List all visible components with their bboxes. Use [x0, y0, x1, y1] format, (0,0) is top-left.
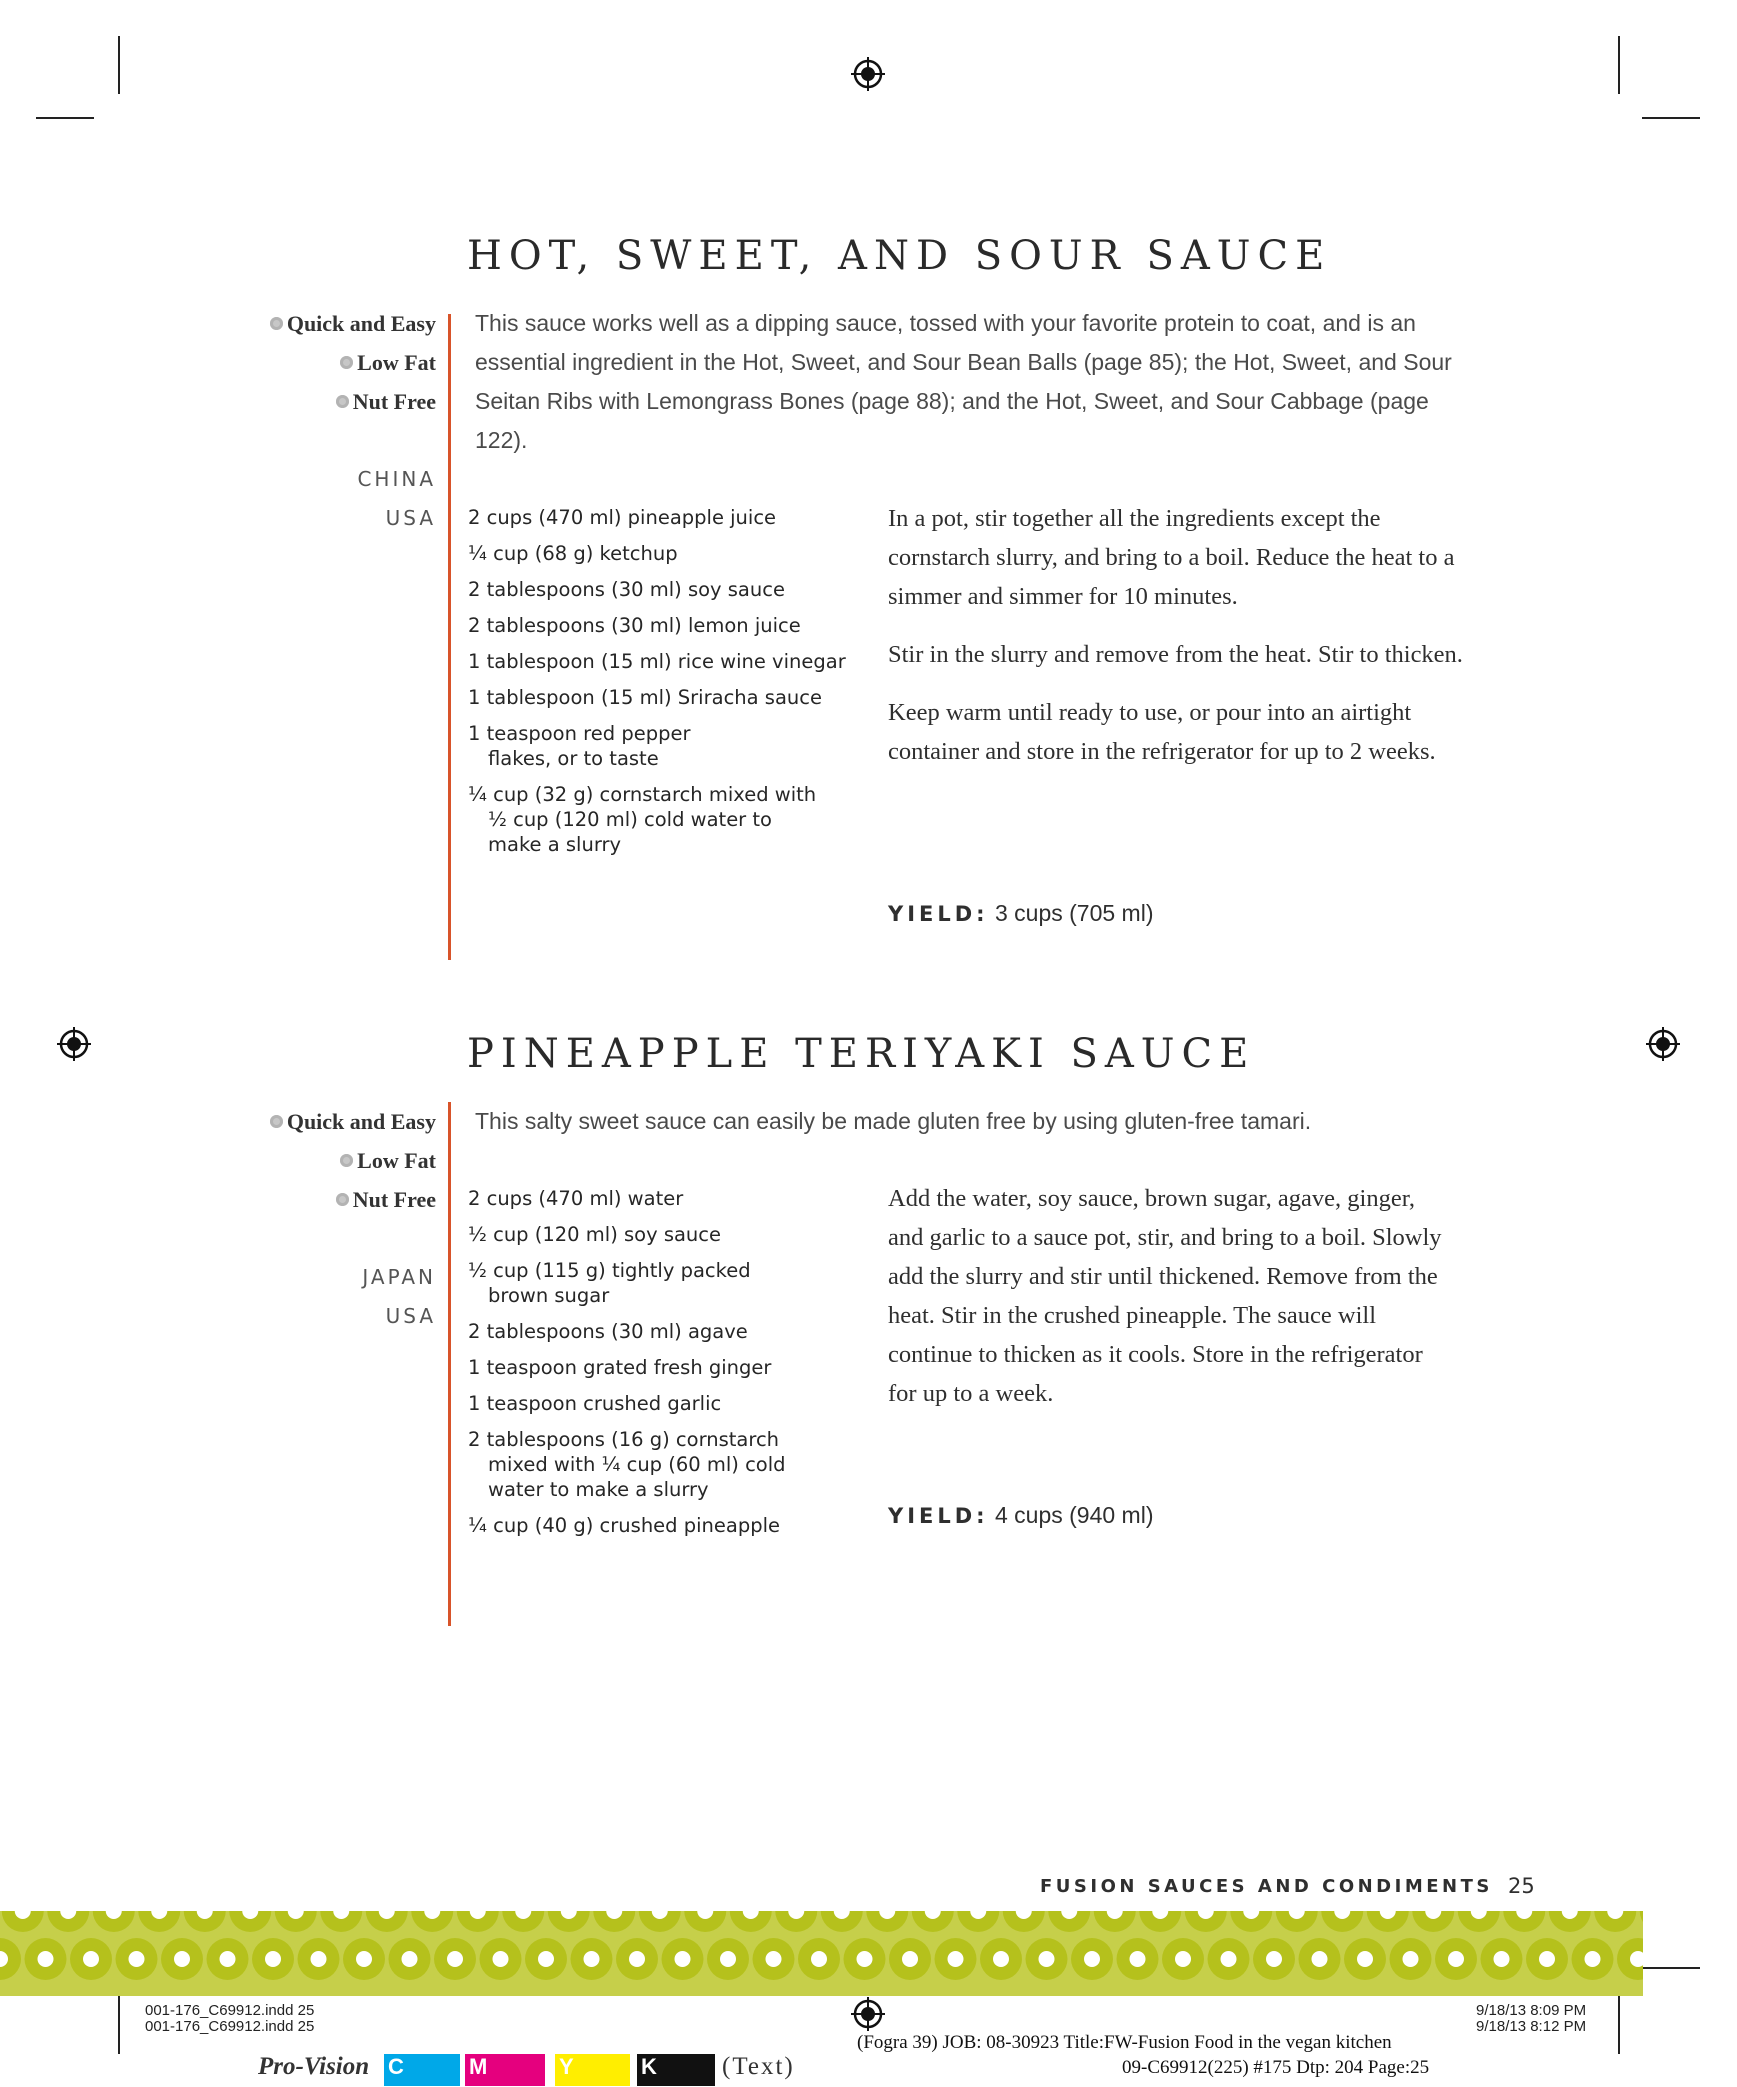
- bullet-icon: [336, 395, 349, 408]
- ingredient-item: ¼ cup (40 g) crushed pineapple: [468, 1514, 781, 1537]
- tag-nut-free: Nut Free: [270, 382, 436, 421]
- recipe-method: [888, 499, 1468, 790]
- country-label: USA: [385, 1304, 436, 1328]
- bullet-icon: [336, 1193, 349, 1206]
- decorative-dot-band: [0, 1911, 1643, 1996]
- tag-nut-free: Nut Free: [270, 1180, 436, 1219]
- ingredient-item: 1 tablespoon (15 ml) Sriracha sauce: [468, 686, 822, 709]
- ingredient-item: 2 tablespoons (30 ml) lemon juice: [468, 614, 801, 637]
- recipe-method: [888, 1179, 1448, 1432]
- running-head: FUSION SAUCES AND CONDIMENTS: [1040, 1876, 1493, 1897]
- crop-mark: [36, 117, 94, 119]
- crop-mark: [1618, 36, 1620, 94]
- method-step: Stir in the slurry and remove from the heat. Stir to thicken.: [888, 641, 1463, 668]
- provision-logo: Pro-Vision: [258, 2053, 370, 2080]
- tag-quick-and-easy: Quick and Easy: [270, 304, 436, 343]
- recipe-yield: [888, 900, 1153, 927]
- bullet-icon: [270, 317, 283, 330]
- page-number: 25: [1508, 1874, 1535, 1898]
- crop-mark: [1618, 1996, 1620, 2054]
- recipe-title: PINEAPPLE TERIYAKI SAUCE: [467, 1031, 1256, 1077]
- crop-mark: [118, 1996, 120, 2054]
- slug-job-line: (Fogra 39) JOB: 08-30923 Title:FW-Fusion Food in the vegan kitchen: [857, 2032, 1392, 2053]
- registration-mark-icon: [851, 57, 885, 91]
- recipe-intro: This salty sweet sauce can easily be made gluten free by using gluten-free tamari.: [475, 1108, 1312, 1134]
- ingredient-item: ¼ cup (32 g) cornstarch mixed with ½ cup (120 ml) cold water to make a slurry: [468, 783, 817, 856]
- crop-mark: [1642, 117, 1700, 119]
- ingredient-list: [468, 505, 868, 868]
- swatch-magenta: M: [465, 2054, 545, 2086]
- ingredient-item: ½ cup (115 g) tightly packed brown sugar: [468, 1259, 751, 1307]
- crop-mark: [1642, 1967, 1700, 1969]
- yield-label: YIELD:: [888, 902, 989, 926]
- bullet-icon: [340, 1154, 353, 1167]
- ingredient-item: 2 tablespoons (30 ml) soy sauce: [468, 578, 785, 601]
- ingredient-item: 1 teaspoon grated fresh ginger: [468, 1356, 772, 1379]
- ingredient-item: 2 tablespoons (30 ml) agave: [468, 1320, 748, 1343]
- slug-date-info: 9/18/13 8:09 PM 9/18/13 8:12 PM: [1476, 2002, 1587, 2035]
- recipe-tags: [270, 304, 436, 538]
- ingredient-item: 2 cups (470 ml) pineapple juice: [468, 506, 777, 529]
- method-step: In a pot, stir together all the ingredients except the cornstarch slurry, and bring to a boil. Reduce the heat to a simmer and simmer for 10 minutes.: [888, 505, 1455, 610]
- ingredient-item: ¼ cup (68 g) ketchup: [468, 542, 678, 565]
- bullet-icon: [270, 1115, 283, 1128]
- method-step: Add the water, soy sauce, brown sugar, agave, ginger, and garlic to a sauce pot, stir, and bring to a boil. Slowly add the slurry and stir until thickened. Remove from the heat. Stir in the crushed pineapple. The sauce will continue to thicken as it cools. Store in the refrigerator for up to a week.: [888, 1185, 1442, 1407]
- country-label: CHINA: [357, 467, 436, 491]
- ingredient-item: 2 tablespoons (16 g) cornstarch mixed with ¼ cup (60 ml) cold water to make a slurry: [468, 1428, 786, 1501]
- ingredient-item: ½ cup (120 ml) soy sauce: [468, 1223, 722, 1246]
- ingredient-item: 1 tablespoon (15 ml) rice wine vinegar: [468, 650, 846, 673]
- bullet-icon: [340, 356, 353, 369]
- tag-low-fat: Low Fat: [270, 343, 436, 382]
- registration-mark-icon: [57, 1027, 91, 1061]
- recipe-tags: [270, 1102, 436, 1336]
- registration-mark-icon: [1646, 1027, 1680, 1061]
- recipe-yield: [888, 1502, 1153, 1529]
- ingredient-item: 1 teaspoon red pepper flakes, or to taste: [468, 722, 691, 770]
- swatch-cyan: C: [384, 2054, 460, 2086]
- registration-mark-icon: [851, 1997, 885, 2031]
- method-step: Keep warm until ready to use, or pour into an airtight container and store in the refrigerator for up to 2 weeks.: [888, 699, 1436, 765]
- slug-dtp-line: 09-C69912(225) #175 Dtp: 204 Page:25: [1122, 2057, 1430, 2078]
- recipe-title: HOT, SWEET, AND SOUR SAUCE: [467, 233, 1332, 279]
- yield-label: YIELD:: [888, 1504, 989, 1528]
- slug-file-info: 001-176_C69912.indd 25 001-176_C69912.indd 25: [145, 2002, 315, 2035]
- ingredient-item: 2 cups (470 ml) water: [468, 1187, 684, 1210]
- yield-value: 4 cups (940 ml): [994, 1502, 1154, 1528]
- tag-quick-and-easy: Quick and Easy: [270, 1102, 436, 1141]
- slug-text-label: (Text): [722, 2053, 795, 2080]
- divider-rule: [448, 1102, 451, 1626]
- ingredient-item: 1 teaspoon crushed garlic: [468, 1392, 722, 1415]
- yield-value: 3 cups (705 ml): [994, 900, 1154, 926]
- country-label: JAPAN: [362, 1265, 436, 1289]
- tag-low-fat: Low Fat: [270, 1141, 436, 1180]
- crop-mark: [118, 36, 120, 94]
- ingredient-list: [468, 1186, 868, 1549]
- recipe-intro: This sauce works well as a dipping sauce, tossed with your favorite protein to coat, and is an essential ingredient in the Hot, Sweet, and Sour Bean Balls (page 85); the Hot, Sweet, and Sour Seitan Ribs with Lemongrass Bones (page 88); and the Hot, Sweet, and Sour Cabbage (page 122).: [475, 310, 1452, 453]
- swatch-black: K: [637, 2054, 715, 2086]
- swatch-yellow: Y: [555, 2054, 630, 2086]
- country-label: USA: [385, 506, 436, 530]
- divider-rule: [448, 314, 451, 960]
